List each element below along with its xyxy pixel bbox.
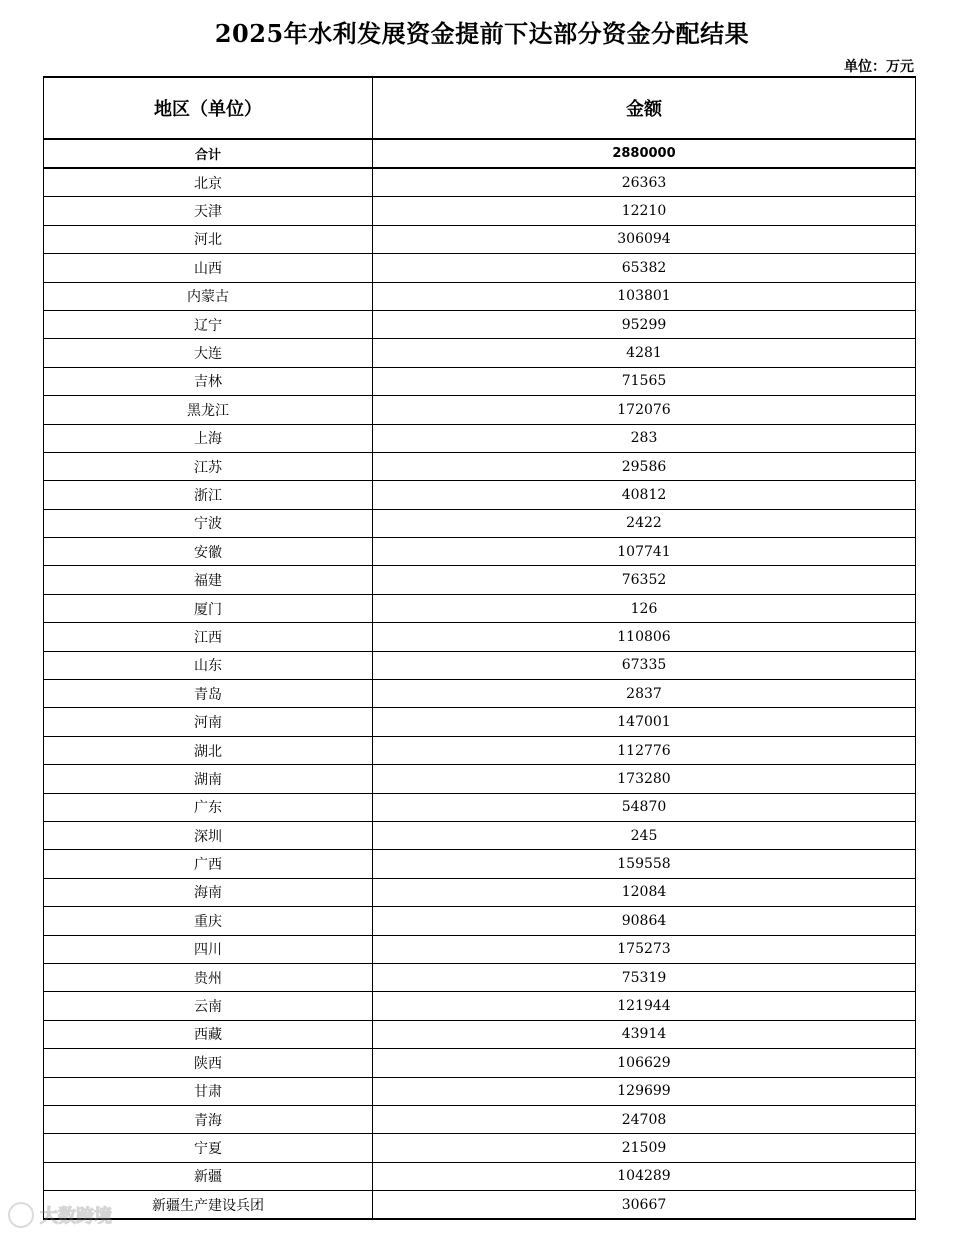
amount-cell: 30667	[373, 1191, 916, 1220]
amount-cell: 2422	[373, 509, 916, 537]
amount-cell: 103801	[373, 282, 916, 310]
table-row	[44, 1049, 916, 1077]
table-row	[44, 878, 916, 906]
region-cell: 辽宁	[44, 310, 373, 338]
amount-cell: 75319	[373, 963, 916, 991]
amount-cell: 283	[373, 424, 916, 452]
table-row	[44, 680, 916, 708]
amount-cell: 306094	[373, 225, 916, 253]
amount-cell: 159558	[373, 850, 916, 878]
amount-cell: 172076	[373, 396, 916, 424]
region-cell: 重庆	[44, 907, 373, 935]
table-body	[44, 139, 916, 1219]
watermark-logo-icon	[8, 1202, 34, 1228]
region-cell: 黑龙江	[44, 396, 373, 424]
amount-cell: 2837	[373, 680, 916, 708]
amount-cell: 112776	[373, 736, 916, 764]
region-cell: 吉林	[44, 367, 373, 395]
amount-cell: 21509	[373, 1134, 916, 1162]
region-cell: 山西	[44, 254, 373, 282]
table-row	[44, 396, 916, 424]
unit-label: 单位：万元	[844, 59, 914, 75]
amount-cell: 65382	[373, 254, 916, 282]
region-cell: 河北	[44, 225, 373, 253]
region-cell: 云南	[44, 992, 373, 1020]
table-row	[44, 481, 916, 509]
region-cell: 甘肃	[44, 1077, 373, 1105]
region-cell: 河南	[44, 708, 373, 736]
amount-cell: 110806	[373, 623, 916, 651]
amount-cell: 26363	[373, 168, 916, 197]
table-row	[44, 538, 916, 566]
region-cell: 浙江	[44, 481, 373, 509]
allocation-table	[43, 76, 916, 1220]
header-amount: 金额	[373, 77, 916, 139]
table-row	[44, 821, 916, 849]
region-cell: 福建	[44, 566, 373, 594]
table-row	[44, 225, 916, 253]
region-cell: 江苏	[44, 452, 373, 480]
region-cell: 湖北	[44, 736, 373, 764]
amount-cell: 107741	[373, 538, 916, 566]
amount-cell: 29586	[373, 452, 916, 480]
amount-cell: 245	[373, 821, 916, 849]
region-cell: 山东	[44, 651, 373, 679]
region-cell: 新疆	[44, 1162, 373, 1190]
table-row	[44, 1077, 916, 1105]
amount-cell: 24708	[373, 1105, 916, 1133]
table-row	[44, 282, 916, 310]
region-cell: 贵州	[44, 963, 373, 991]
region-cell: 深圳	[44, 821, 373, 849]
region-cell: 江西	[44, 623, 373, 651]
table-row	[44, 623, 916, 651]
amount-cell: 40812	[373, 481, 916, 509]
table-row	[44, 339, 916, 367]
watermark-text: 大数跨境	[40, 1206, 112, 1227]
total-label: 合计	[44, 139, 373, 168]
table-row	[44, 1162, 916, 1190]
watermark	[8, 1202, 112, 1228]
table-row	[44, 992, 916, 1020]
region-cell: 青岛	[44, 680, 373, 708]
region-cell: 厦门	[44, 594, 373, 622]
region-cell: 内蒙古	[44, 282, 373, 310]
amount-cell: 95299	[373, 310, 916, 338]
amount-cell: 104289	[373, 1162, 916, 1190]
amount-cell: 71565	[373, 367, 916, 395]
amount-cell: 43914	[373, 1020, 916, 1048]
table-row	[44, 566, 916, 594]
page-title: 2025年水利发展资金提前下达部分资金分配结果	[214, 19, 750, 48]
region-cell: 西藏	[44, 1020, 373, 1048]
table-row	[44, 367, 916, 395]
amount-cell: 121944	[373, 992, 916, 1020]
amount-cell: 175273	[373, 935, 916, 963]
table-row	[44, 310, 916, 338]
amount-cell: 67335	[373, 651, 916, 679]
region-cell: 宁波	[44, 509, 373, 537]
table-row	[44, 963, 916, 991]
table-row	[44, 594, 916, 622]
amount-cell: 147001	[373, 708, 916, 736]
table-row	[44, 651, 916, 679]
amount-cell: 126	[373, 594, 916, 622]
table-row	[44, 765, 916, 793]
table-row	[44, 1134, 916, 1162]
table-row	[44, 1020, 916, 1048]
amount-cell: 106629	[373, 1049, 916, 1077]
total-row	[44, 139, 916, 168]
table-row	[44, 197, 916, 225]
region-cell: 天津	[44, 197, 373, 225]
region-cell: 广东	[44, 793, 373, 821]
amount-cell: 173280	[373, 765, 916, 793]
amount-cell: 90864	[373, 907, 916, 935]
region-cell: 青海	[44, 1105, 373, 1133]
region-cell: 上海	[44, 424, 373, 452]
header-region: 地区（单位）	[44, 77, 373, 139]
table-row	[44, 452, 916, 480]
amount-cell: 54870	[373, 793, 916, 821]
table-row	[44, 935, 916, 963]
total-amount: 2880000	[373, 139, 916, 168]
region-cell: 北京	[44, 168, 373, 197]
region-cell: 海南	[44, 878, 373, 906]
region-cell: 广西	[44, 850, 373, 878]
table-row	[44, 424, 916, 452]
amount-cell: 4281	[373, 339, 916, 367]
region-cell: 宁夏	[44, 1134, 373, 1162]
amount-cell: 129699	[373, 1077, 916, 1105]
table-header-row	[44, 77, 916, 139]
table-row	[44, 168, 916, 197]
region-cell: 陕西	[44, 1049, 373, 1077]
table-row	[44, 254, 916, 282]
region-cell: 湖南	[44, 765, 373, 793]
amount-cell: 12084	[373, 878, 916, 906]
amount-cell: 76352	[373, 566, 916, 594]
table-row	[44, 1191, 916, 1220]
table-row	[44, 736, 916, 764]
region-cell: 安徽	[44, 538, 373, 566]
region-cell: 新疆生产建设兵团	[44, 1191, 373, 1220]
region-cell: 大连	[44, 339, 373, 367]
table-row	[44, 509, 916, 537]
region-cell: 四川	[44, 935, 373, 963]
table-row	[44, 708, 916, 736]
table-row	[44, 850, 916, 878]
table-row	[44, 1105, 916, 1133]
amount-cell: 12210	[373, 197, 916, 225]
table-row	[44, 793, 916, 821]
table-row	[44, 907, 916, 935]
